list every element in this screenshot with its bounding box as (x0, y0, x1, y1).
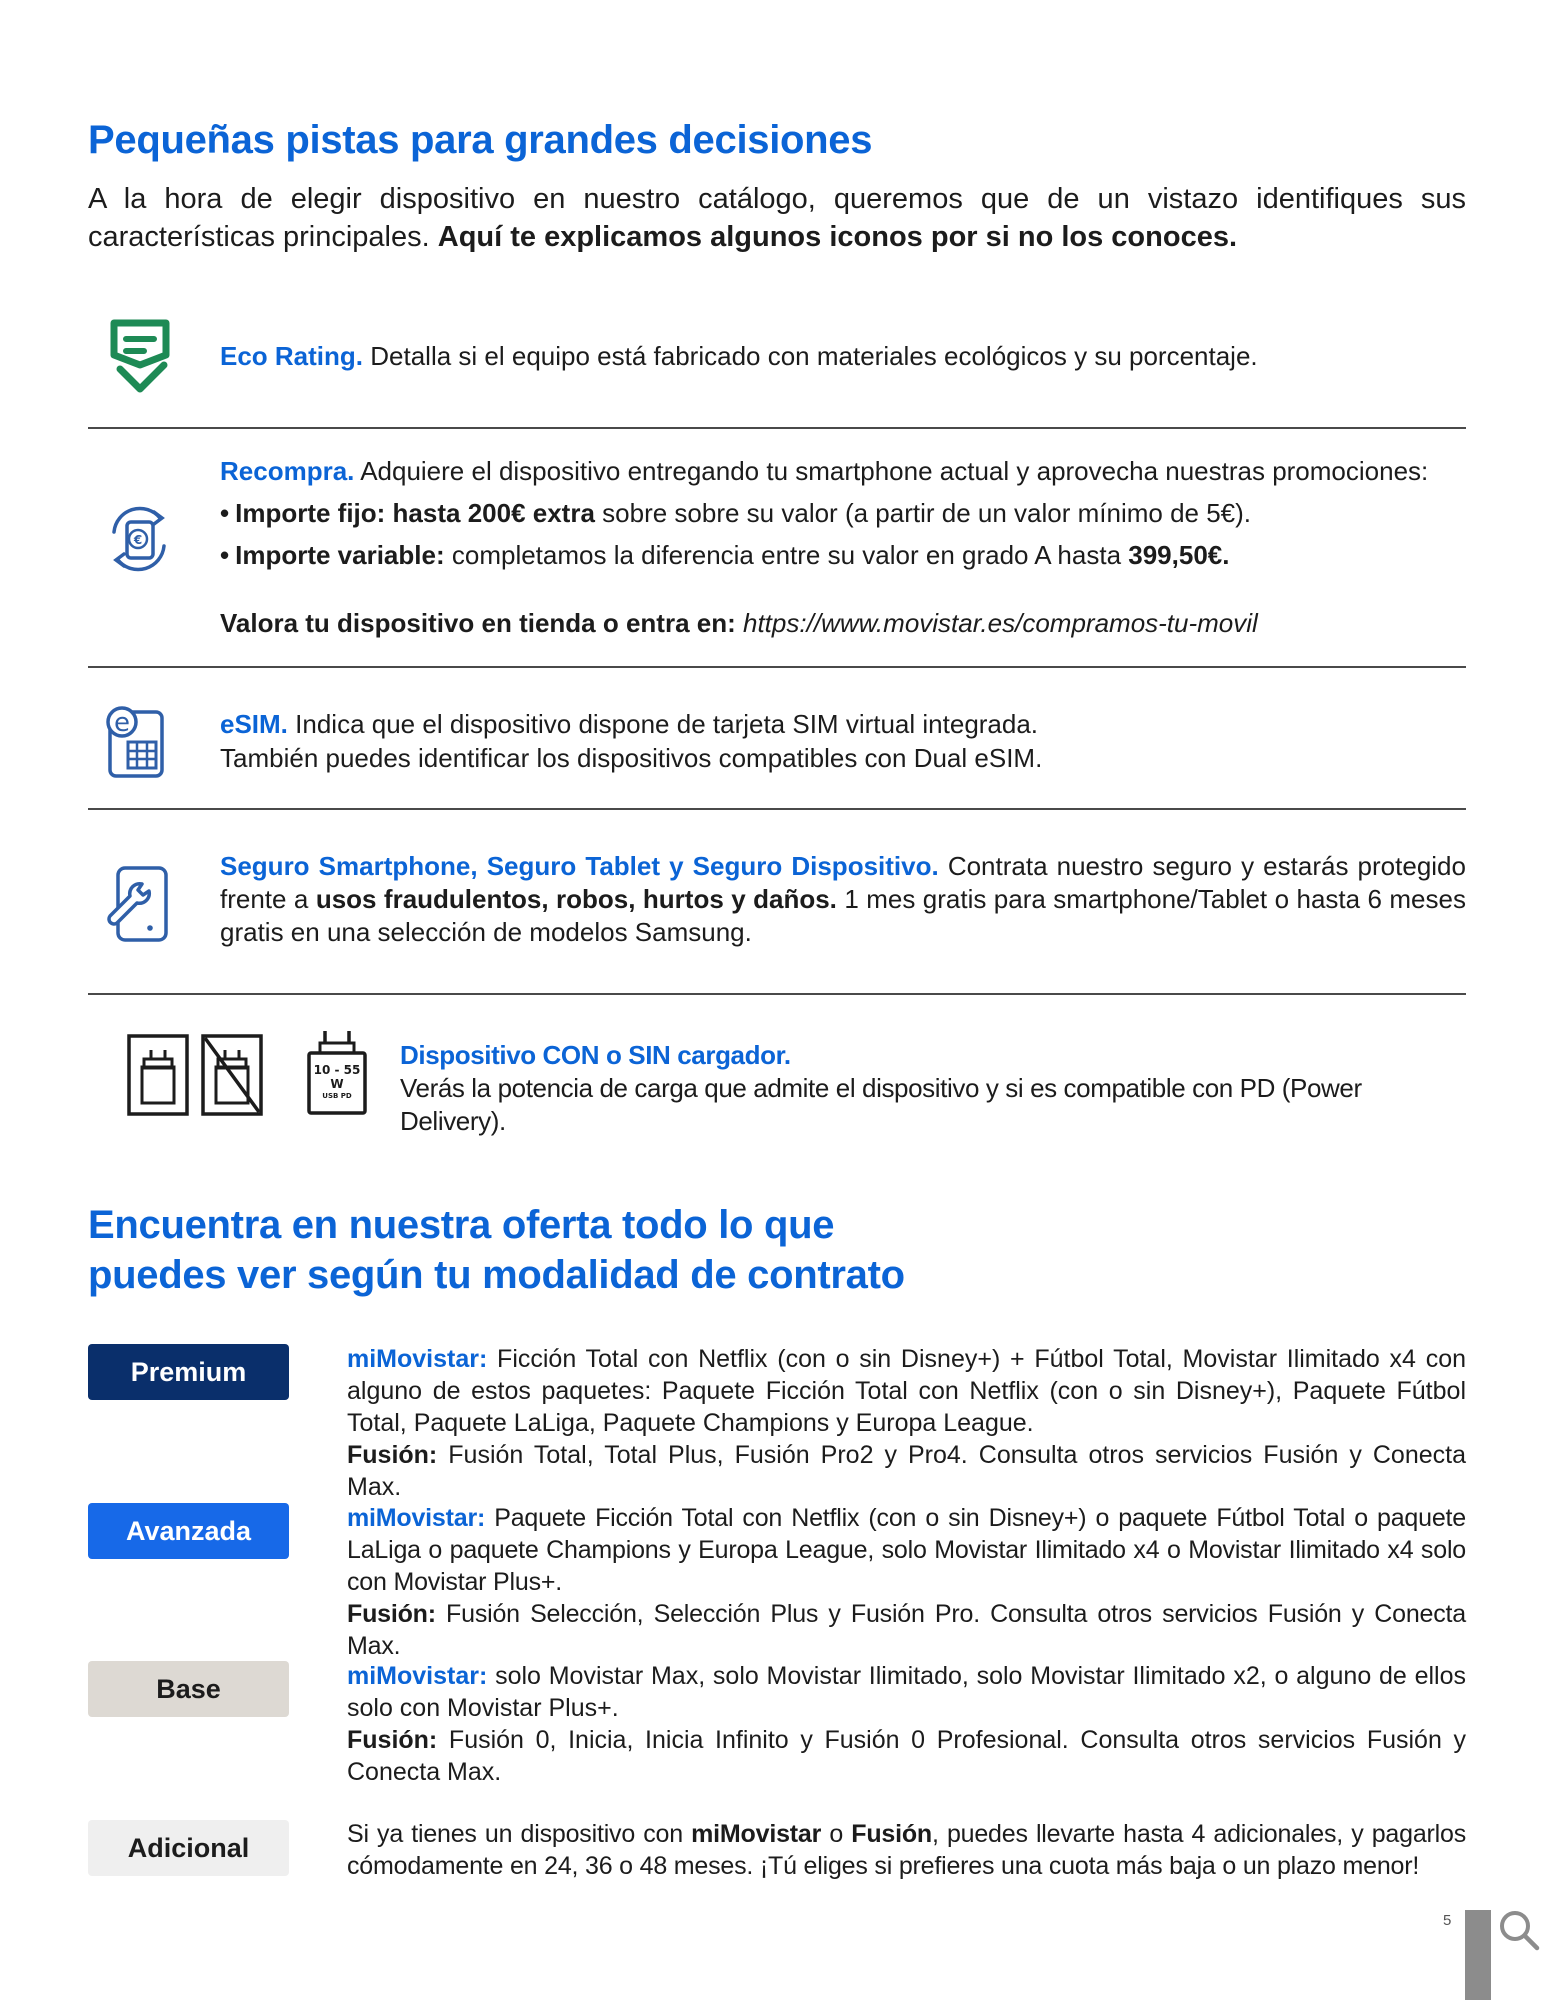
eco-rating-description: Detalla si el equipo está fabricado con materiales ecológicos y su porcentaje. (370, 341, 1258, 371)
esim-line2: También puedes identificar los dispositivos compatibles con Dual eSIM. (220, 743, 1043, 773)
badge-base: Base (88, 1661, 289, 1717)
adicional-text1: Si ya tienes un dispositivo con (347, 1820, 683, 1848)
cargador-label: Dispositivo CON o SIN cargador. (400, 1040, 791, 1070)
fusion-text: Fusión Total, Total Plus, Fusión Pro2 y Pro4. Consulta otros servicios Fusión y Conecta Max. (347, 1441, 1466, 1501)
section-title-pistas: Pequeñas pistas para grandes decisiones (88, 118, 873, 162)
recompra-link-label: Valora tu dispositivo en tienda o entra en: (220, 608, 736, 638)
fusion-label: Fusión: (347, 1441, 438, 1469)
usb-pd-label: USB PD (322, 1092, 352, 1100)
fusion-text: Fusión 0, Inicia, Inicia Infinito y Fusión 0 Profesional. Consulta otros servicios Fusión y Conecta Max. (347, 1726, 1466, 1786)
mimovistar-label: miMovistar: (347, 1662, 488, 1690)
tier-avanzada-fusion (347, 1598, 1466, 1662)
seguro-bold: usos fraudulentos, robos, hurtos y daños. (315, 884, 837, 914)
adicional-text3: , puedes llevarte hasta 4 adicionales, y pagarlos cómodamente en 24, 36 o 48 meses. ¡Tú eliges si prefieres una cuota más baja o un plazo menor! (347, 1820, 1467, 1880)
intro-paragraph (88, 180, 1466, 256)
svg-text:e: e (114, 708, 130, 738)
esim-icon (104, 704, 174, 780)
divider (88, 993, 1466, 995)
seguro-text1: Contrata nuestro seguro y estarás protegido frente a (220, 851, 1466, 914)
eco-rating-icon (106, 315, 174, 395)
bullet-importe-variable-amount: 399,50€. (1128, 540, 1230, 570)
divider (88, 666, 1466, 668)
cargador-content (400, 1039, 1466, 1138)
bullet-importe-fijo (220, 492, 1466, 534)
feature-cargador (88, 1025, 1466, 1136)
recompra-link-line (220, 602, 1466, 644)
search-icon[interactable] (1497, 1908, 1541, 1952)
adicional-bold-mimovistar: miMovistar (691, 1820, 822, 1848)
feature-seguro (88, 850, 1466, 960)
seguro-label: Seguro Smartphone, Seguro Tablet y Seguro Dispositivo. (220, 851, 939, 881)
mimovistar-text: Ficción Total con Netflix (con o sin Disney+) + Fútbol Total, Movistar Ilimitado x4 con alguno de estos paquetes: Paquete Ficción Total con Netflix (con o sin Disney+), Paquete Fútbol Total, Paquete LaLiga, Paquete Champions y Europa League. (347, 1345, 1466, 1437)
tier-adicional-text (347, 1818, 1466, 1882)
recompra-bullets (220, 492, 1466, 576)
tier-base-mimovistar (347, 1660, 1466, 1724)
divider (88, 427, 1466, 429)
intro-bold: Aquí te explicamos algunos iconos por si no los conoces. (437, 221, 1238, 253)
badge-avanzada: Avanzada (88, 1503, 289, 1559)
mimovistar-label: miMovistar: (347, 1504, 486, 1532)
bullet-importe-variable-text: completamos la diferencia entre su valor en grado A hasta (451, 540, 1122, 570)
divider (88, 808, 1466, 810)
fusion-label: Fusión: (347, 1600, 436, 1628)
charger-included-icon (126, 1033, 190, 1117)
seguro-content (220, 850, 1466, 949)
cargador-description: Verás la potencia de carga que admite el dispositivo y si es compatible con PD (Power Delivery). (400, 1073, 1362, 1136)
tier-premium-mimovistar (347, 1343, 1466, 1439)
tier-adicional (88, 1818, 1466, 1888)
feature-esim (88, 700, 1466, 790)
tier-avanzada-desc (347, 1502, 1466, 1662)
bullet-importe-fijo-bold: Importe fijo: hasta 200€ extra (235, 498, 595, 528)
page-tab (1465, 1910, 1491, 2000)
recompra-intro (220, 450, 1466, 492)
mimovistar-text: solo Movistar Max, solo Movistar Ilimitado, solo Movistar Ilimitado x2, o alguno de ellos solo con Movistar Plus+. (347, 1662, 1466, 1722)
bullet-importe-fijo-text: sobre sobre su valor (a partir de un valor mínimo de 5€). (602, 498, 1252, 528)
page-number: 5 (1443, 1912, 1452, 1929)
tier-adicional-desc (347, 1818, 1466, 1882)
tier-base (88, 1660, 1466, 1790)
tier-premium (88, 1343, 1466, 1501)
feature-recompra (88, 450, 1466, 650)
esim-content (220, 707, 1466, 775)
recompra-link[interactable]: https://www.movistar.es/compramos-tu-movil (743, 608, 1258, 638)
tier-avanzada (88, 1502, 1466, 1660)
bullet-importe-variable-bold: Importe variable: (235, 540, 445, 570)
esim-label: eSIM. (220, 709, 288, 739)
svg-text:€: € (133, 533, 143, 547)
recompra-icon (102, 502, 176, 576)
bullet-importe-variable (220, 534, 1466, 576)
fusion-text: Fusión Selección, Selección Plus y Fusión Pro. Consulta otros servicios Fusión y Conecta Max. (347, 1600, 1466, 1660)
mimovistar-label: miMovistar: (347, 1345, 488, 1373)
charger-power-label (306, 1063, 368, 1101)
section-title-oferta-line1: Encuentra en nuestra oferta todo lo que (88, 1203, 835, 1247)
tier-premium-fusion (347, 1439, 1466, 1503)
tier-avanzada-mimovistar (347, 1502, 1466, 1598)
eco-rating-text (220, 339, 1460, 373)
charger-not-included-icon (200, 1033, 264, 1117)
section-title-oferta (88, 1200, 905, 1300)
mimovistar-text: Paquete Ficción Total con Netflix (con o sin Disney+) o paquete Fútbol Total o paquete LaLiga o paquete Champions y Europa League, solo Movistar Ilimitado x4 o Movistar Ilimitado x4 solo con Movistar Plus+. (347, 1504, 1466, 1596)
tier-premium-desc (347, 1343, 1466, 1503)
section-title-oferta-line2: puedes ver según tu modalidad de contrato (88, 1253, 905, 1297)
tier-base-fusion (347, 1724, 1466, 1788)
eco-rating-label: Eco Rating. (220, 341, 364, 371)
recompra-content (220, 450, 1466, 644)
adicional-bold-fusion: Fusión (851, 1820, 932, 1848)
fusion-label: Fusión: (347, 1726, 438, 1754)
charger-power-icon (306, 1027, 368, 1117)
adicional-text2: o (829, 1820, 844, 1848)
esim-line1 (220, 707, 1466, 741)
seguro-icon (102, 862, 176, 946)
feature-eco-rating (88, 315, 1466, 395)
watt-unit: W (330, 1077, 344, 1091)
recompra-description: Adquiere el dispositivo entregando tu smartphone actual y aprovecha nuestras promociones: (360, 456, 1429, 486)
tier-base-desc (347, 1660, 1466, 1788)
intro-text: A la hora de elegir dispositivo en nuestro catálogo, queremos que de un vistazo identifiques sus características principales. (88, 183, 1466, 253)
watt-range: 10 - 55 (313, 1063, 361, 1077)
esim-description: Indica que el dispositivo dispone de tarjeta SIM virtual integrada. (295, 709, 1039, 739)
badge-premium: Premium (88, 1344, 289, 1400)
seguro-text2: 1 mes gratis para smartphone/Tablet o hasta 6 meses gratis en una selección de modelos Samsung. (220, 884, 1466, 947)
recompra-label: Recompra. (220, 456, 355, 486)
badge-adicional: Adicional (88, 1820, 289, 1876)
